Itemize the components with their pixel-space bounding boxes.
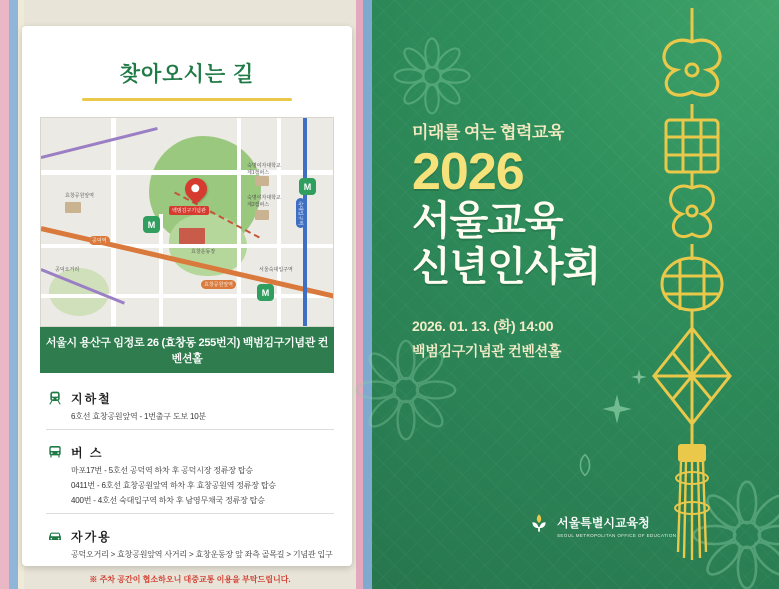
metro-icon: M bbox=[143, 216, 160, 233]
stripe-right-pink bbox=[356, 0, 363, 589]
map-building bbox=[65, 202, 81, 213]
map-label: 효창운동장 bbox=[191, 249, 216, 255]
transit-bus bbox=[46, 443, 334, 514]
divider bbox=[46, 513, 334, 514]
map-building bbox=[255, 210, 269, 220]
flower-icon bbox=[384, 28, 480, 124]
transit-bus-line: 마포17번 - 5호선 공덕역 하차 후 공덕시장 정류장 탑승 bbox=[71, 466, 253, 475]
divider bbox=[46, 429, 334, 430]
directions-card bbox=[22, 26, 352, 584]
map-label: 서울숙대입구역 bbox=[259, 267, 293, 273]
map-label: 공덕오거리 bbox=[55, 267, 80, 273]
transit-info bbox=[40, 389, 334, 585]
transit-bus-label: 버 스 bbox=[71, 445, 104, 460]
map-road bbox=[41, 294, 334, 298]
map-road bbox=[159, 214, 163, 327]
map-station-badge: 숙대입구역 bbox=[296, 198, 305, 228]
map-label: 효창공원앞역 bbox=[65, 193, 94, 199]
parking-notice: ※ 주차 공간이 협소하오니 대중교통 이용을 부탁드립니다. bbox=[89, 575, 291, 584]
metro-icon: M bbox=[299, 178, 316, 195]
venue-address-bar: 서울시 용산구 임정로 26 (효창동 255번지) 백범김구기념관 컨벤션홀 bbox=[40, 327, 334, 373]
location-map[interactable] bbox=[40, 117, 334, 327]
poster-tagline: 미래를 여는 협력교육 bbox=[412, 123, 564, 142]
map-station-badge: 효창공원앞역 bbox=[201, 280, 236, 289]
organization-logo bbox=[528, 512, 676, 539]
stripe-pink bbox=[0, 0, 9, 589]
poster-headline-group bbox=[412, 118, 652, 361]
poster-datetime: 2026. 01. 13. (화) 14:00 bbox=[412, 318, 554, 335]
transit-bus-line: 0411번 - 6호선 효창공원앞역 하차 후 효창공원역 정류장 탑승 bbox=[71, 481, 276, 490]
poster-year: 2026 bbox=[412, 143, 524, 201]
bus-icon bbox=[46, 443, 64, 461]
organization-name: 서울특별시교육청 bbox=[557, 515, 650, 530]
poster-line2: 신년인사회 bbox=[412, 244, 601, 289]
transit-bus-line: 400번 - 4호선 숙대입구역 하차 후 남영무채국 정류장 탑승 bbox=[71, 496, 265, 505]
title-underline bbox=[82, 98, 292, 101]
car-icon bbox=[46, 527, 64, 545]
map-road bbox=[41, 244, 334, 248]
transit-car-label: 자가용 bbox=[71, 529, 112, 544]
transit-car bbox=[46, 527, 334, 560]
leaf-icon bbox=[572, 452, 598, 478]
map-minor-road bbox=[41, 127, 158, 159]
poster-line1: 서울교육 bbox=[412, 199, 563, 244]
subway-icon bbox=[46, 389, 64, 407]
card-title: 찾아오시는 길 bbox=[119, 63, 255, 86]
stripe-blue bbox=[9, 0, 18, 589]
transit-car-line: 공덕오거리 > 효창공원앞역 사거리 > 효창운동장 앞 좌측 골목길 > 기념관 입구 bbox=[71, 550, 333, 559]
map-building-highlight bbox=[179, 228, 205, 244]
map-building bbox=[255, 176, 269, 186]
transit-subway-label: 지하철 bbox=[71, 391, 112, 406]
map-road bbox=[41, 170, 334, 175]
stripe-right-blue bbox=[363, 0, 372, 589]
seoul-education-mark-icon bbox=[528, 512, 550, 539]
map-label: 숙명여자대학교 제2캠퍼스 bbox=[247, 195, 281, 208]
map-label: 숙명여자대학교 제1캠퍼스 bbox=[247, 163, 281, 176]
map-station-badge: 공덕역 bbox=[89, 236, 110, 245]
metro-icon: M bbox=[257, 284, 274, 301]
map-pin-label: 백범김구기념관 bbox=[169, 206, 209, 215]
transit-subway-line: 6호선 효창공원앞역 - 1번출구 도보 10분 bbox=[71, 412, 206, 421]
poster-venue: 백범김구기념관 컨벤션홀 bbox=[412, 343, 562, 360]
organization-name-en: SEOUL METROPOLITAN OFFICE OF EDUCATION bbox=[557, 532, 677, 538]
transit-subway bbox=[46, 389, 334, 430]
